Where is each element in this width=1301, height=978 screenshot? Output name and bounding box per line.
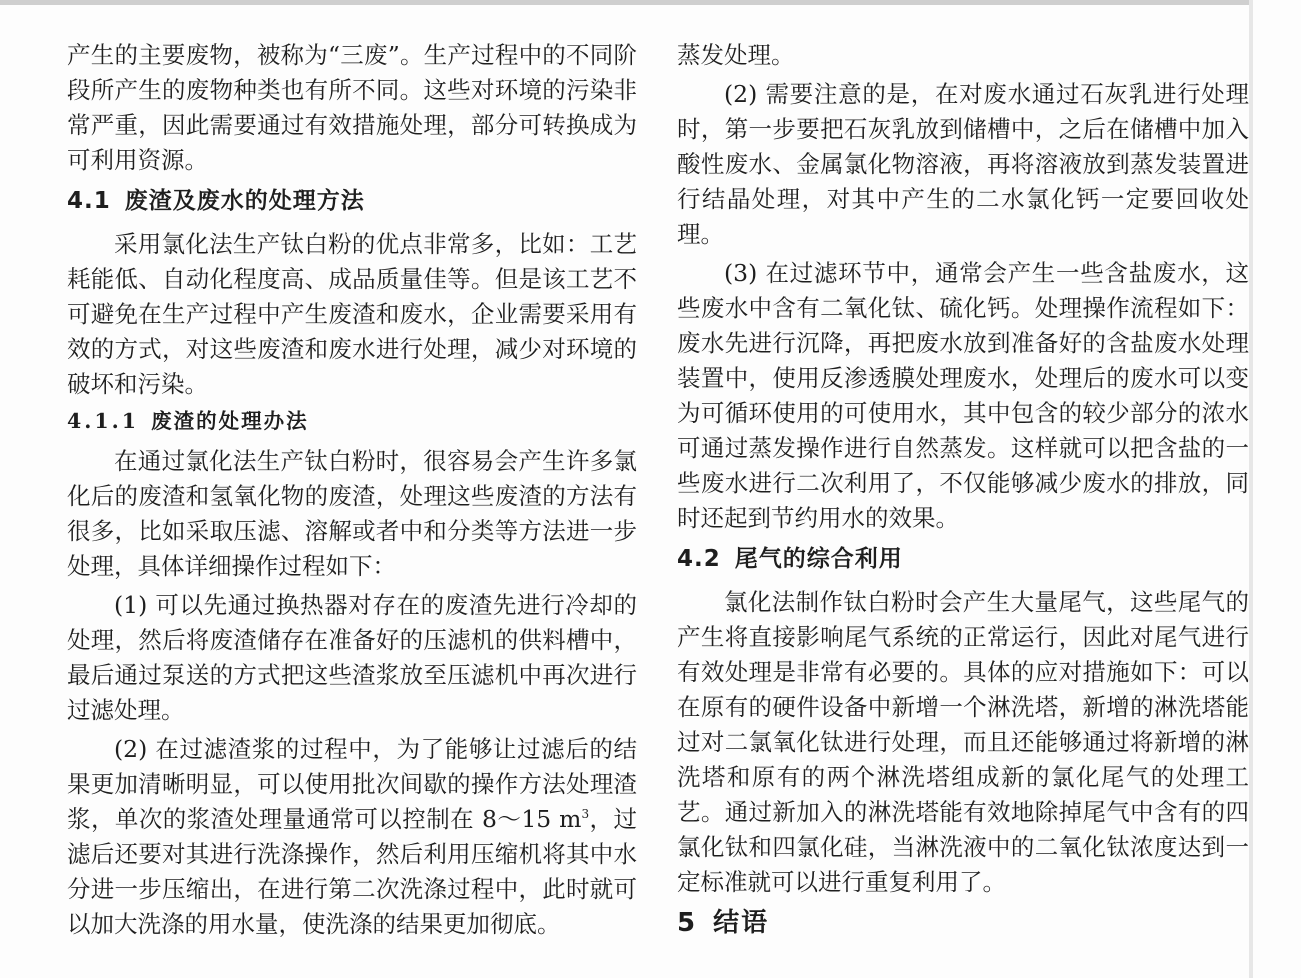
scrollbar[interactable] xyxy=(1249,0,1301,978)
section-title: 尾气的综合利用 xyxy=(734,546,903,572)
paragraph-4-1-1: 在通过氯化法生产钛白粉时，很容易会产生许多氯化后的废渣和氢氧化物的废渣，处理这些废渣的方法有很多，比如采取压滤、溶解或者中和分类等方法进一步处理，具体详细操作过程如下： xyxy=(67,447,637,580)
left-column xyxy=(67,38,637,942)
continued-paragraph: 蒸发处理。 xyxy=(677,41,795,69)
subsection-number: 4.1.1 xyxy=(67,409,140,433)
section-title: 废渣及废水的处理方法 xyxy=(124,188,365,214)
scrollbar-track-line xyxy=(1249,0,1253,978)
list-item-3: (3) 在过滤环节中，通常会产生一些含盐废水，这些废水中含有二氧化钛、硫化钙。处理操作流程如下：废水先进行沉降，再把废水放到准备好的含盐废水处理装置中，使用反渗透膜处理废水，处理后的废水可以变为可循环使用的可使用水，其中包含的较少部分的浓水可通过蒸发操作进行自然蒸发。这样就可以把含盐的一些废水进行二次利用了，不仅能够减少废水的排放，同时还起到节约用水的效果。 xyxy=(677,259,1249,532)
subsection-heading-4-1-1 xyxy=(67,406,637,436)
section-heading-4-2 xyxy=(677,543,1249,575)
list-item-2-right: (2) 需要注意的是，在对废水通过石灰乳进行处理时，第一步要把石灰乳放到储槽中，之后在储槽中加入酸性废水、金属氯化物溶液，再将溶液放到蒸发装置进行结晶处理，对其中产生的二水氯化钙一定要回收处理。 xyxy=(677,80,1249,248)
list-item-2-text-b: ，过滤后还要对其进行洗涤操作，然后利用压缩机将其中水分进一步压缩出，在进行第二次洗涤过程中，此时就可以加大洗涤的用水量，使洗涤的结果更加彻底。 xyxy=(67,805,638,938)
list-item-2 xyxy=(67,732,637,942)
section-heading-5 xyxy=(677,906,1249,940)
intro-paragraph: 产生的主要废物，被称为“三废”。生产过程中的不同阶段所产生的废物种类也有所不同。这些对环境的污染非常严重，因此需要通过有效措施处理，部分可转换成为可利用资源。 xyxy=(67,41,637,174)
list-item-2-text-a: (2) 在过滤渣浆的过程中，为了能够让过滤后的结果更加清晰明显，可以使用批次间歇的操作方法处理渣浆，单次的浆渣处理量通常可以控制在 8～15 m xyxy=(67,735,637,833)
superscript: 3 xyxy=(581,807,590,822)
section-heading-4-1 xyxy=(67,185,637,217)
paragraph-4-1: 采用氯化法生产钛白粉的优点非常多，比如：工艺耗能低、自动化程度高、成品质量佳等。但是该工艺不可避免在生产过程中产生废渣和废水，企业需要采用有效的方式，对这些废渣和废水进行处理，减少对环境的破坏和污染。 xyxy=(67,230,637,398)
section-number: 5 xyxy=(677,908,698,938)
paragraph-4-2: 氯化法制作钛白粉时会产生大量尾气，这些尾气的产生将直接影响尾气系统的正常运行，因此对尾气进行有效处理是非常有必要的。具体的应对措施如下：可以在原有的硬件设备中新增一个淋洗塔，新增的淋洗塔能过对二氯氧化钛进行处理，而且还能够通过将新增的淋洗塔和原有的两个淋洗塔组成新的氯化尾气的处理工艺。通过新加入的淋洗塔能有效地除掉尾气中含有的四氯化钛和四氯化硅，当淋洗液中的二氧化钛浓度达到一定标准就可以进行重复利用了。 xyxy=(677,588,1249,896)
right-column xyxy=(677,38,1249,940)
section-title: 结语 xyxy=(713,908,770,938)
section-number: 4.1 xyxy=(67,188,111,214)
subsection-title: 废渣的处理办法 xyxy=(151,409,309,433)
section-number: 4.2 xyxy=(677,546,721,572)
top-border xyxy=(0,0,1301,5)
list-item-1: (1) 可以先通过换热器对存在的废渣先进行冷却的处理，然后将废渣储存在准备好的压滤机的供料槽中，最后通过泵送的方式把这些渣浆放至压滤机中再次进行过滤处理。 xyxy=(67,591,637,724)
